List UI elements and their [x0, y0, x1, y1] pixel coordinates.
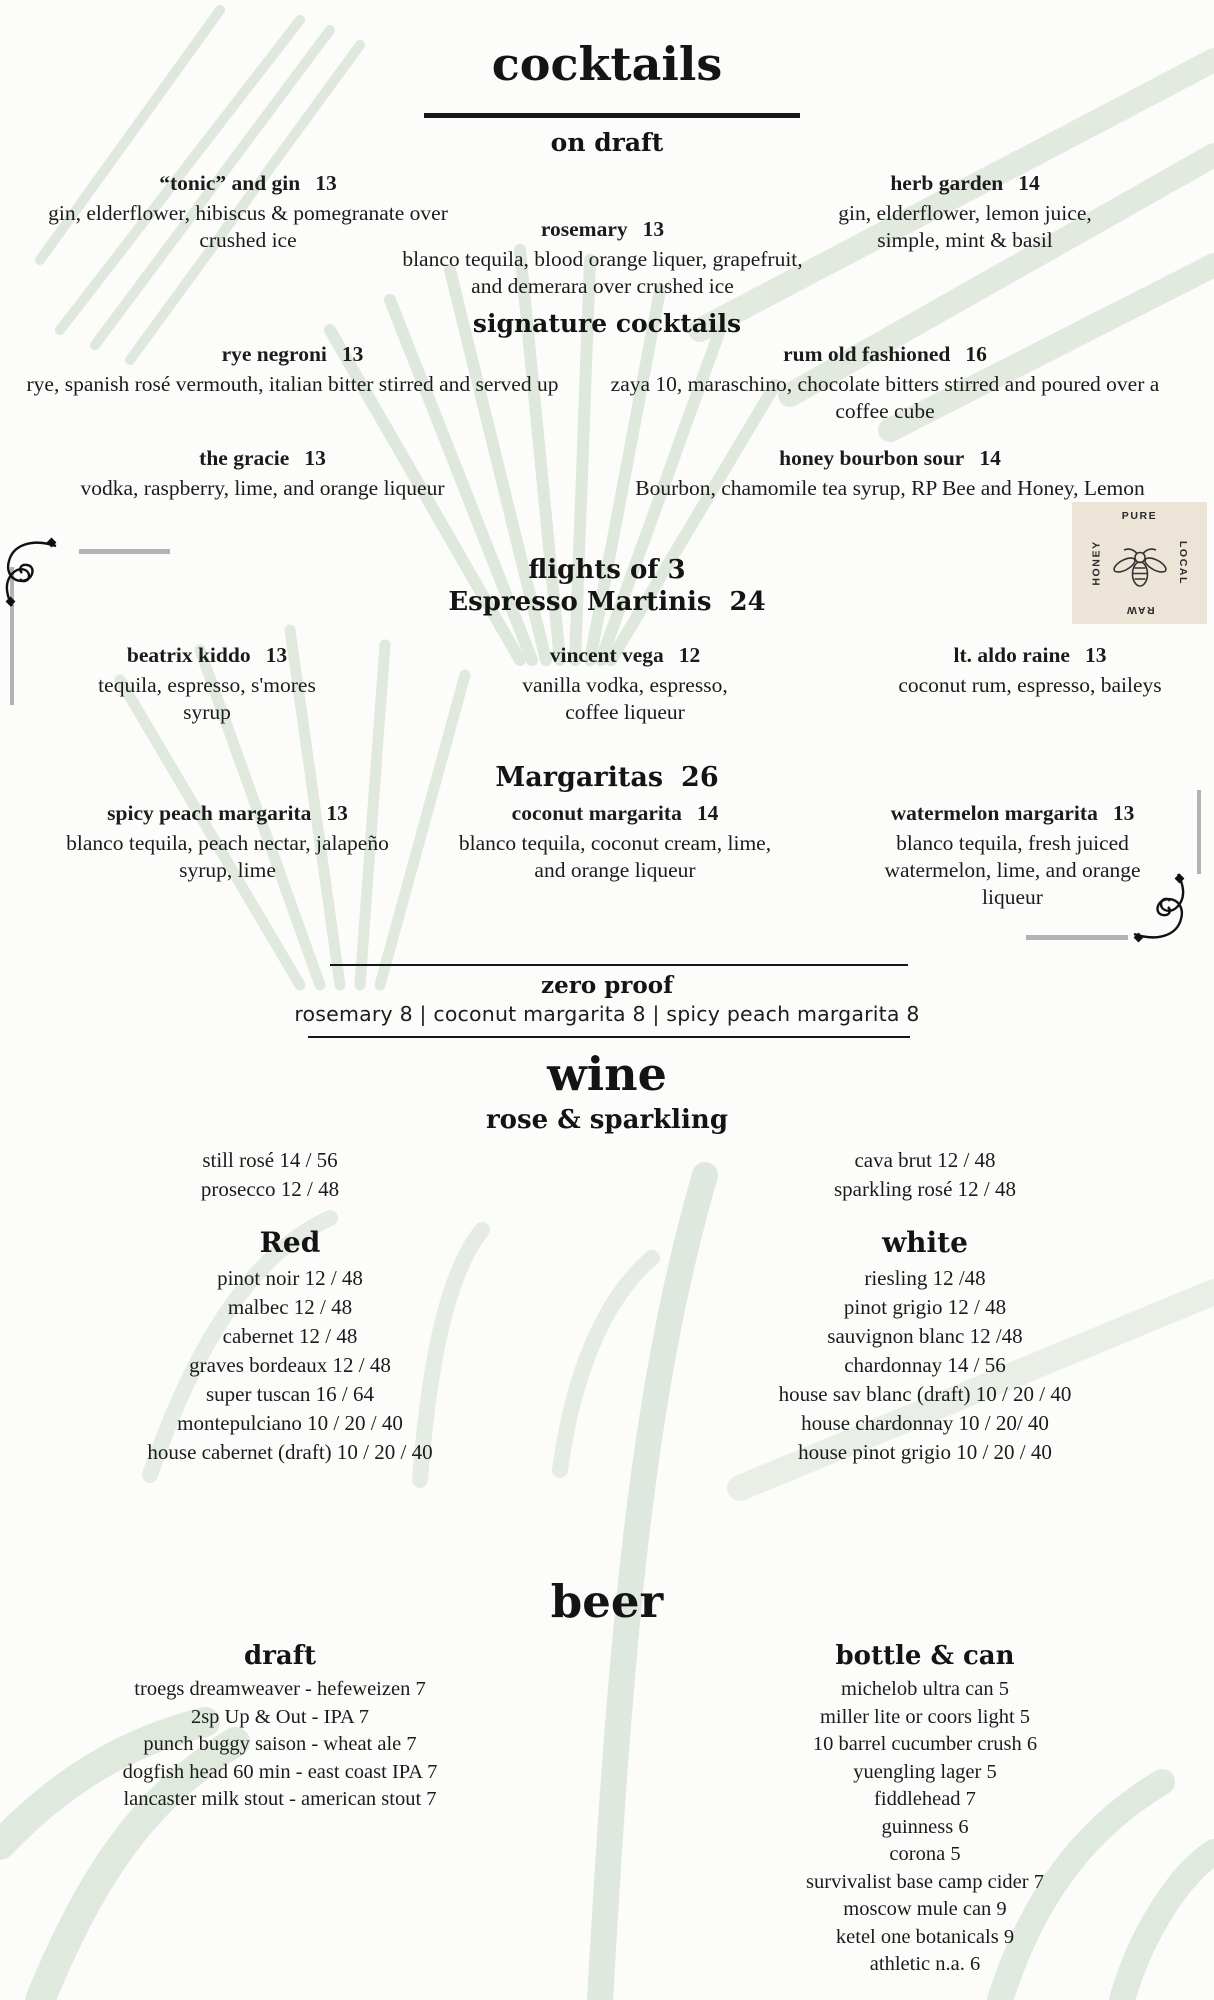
list-item: ketel one botanicals 9 [835, 1925, 1015, 1948]
draft-beer-heading: draft [244, 1641, 316, 1671]
stamp-word-left: HONEY [1090, 540, 1103, 586]
item-name: “tonic” and gin [159, 171, 301, 195]
item-description: coconut rum, espresso, baileys [898, 672, 1162, 697]
stamp-word-bottom: RAW [1124, 604, 1155, 616]
item-description: blanco tequila, coconut cream, lime, and orange liqueur [458, 830, 772, 883]
list-item: sauvignon blanc 12 /48 [827, 1324, 1023, 1348]
menu-item-rye-negroni [20, 341, 565, 398]
rose-sparkling-heading: rose & sparkling [485, 1105, 728, 1135]
item-name-line [60, 800, 395, 827]
menu-item-coconut-margarita [455, 800, 775, 884]
item-price: 13 [265, 643, 288, 667]
item-price: 14 [696, 801, 719, 825]
menu-item-the-gracie [30, 445, 495, 502]
item-name: lt. aldo raine [953, 643, 1070, 667]
item-price: 13 [304, 446, 326, 470]
white-wine-heading: white [882, 1226, 968, 1259]
menu-item-tonic-and-gin [48, 170, 448, 254]
menu-item-herb-garden [815, 170, 1115, 254]
item-name: the gracie [199, 446, 290, 470]
item-name-line [390, 216, 815, 243]
list-item: prosecco 12 / 48 [200, 1177, 340, 1201]
item-name: spicy peach margarita [107, 801, 312, 825]
item-name: beatrix kiddo [126, 643, 251, 667]
list-item: house sav blanc (draft) 10 / 20 / 40 [778, 1382, 1072, 1406]
menu-item-spicy-peach-margarita [60, 800, 395, 884]
item-name-line [815, 170, 1115, 197]
list-item: yuengling lager 5 [853, 1760, 997, 1783]
list-item: dogfish head 60 min - east coast IPA 7 [122, 1760, 438, 1783]
cocktails-title: cocktails [491, 37, 723, 91]
item-name: watermelon margarita [890, 801, 1098, 825]
item-price: 13 [315, 171, 337, 195]
item-description: blanco tequila, peach nectar, jalapeño syrup, lime [66, 830, 389, 883]
item-name-line [865, 642, 1195, 669]
item-price: 12 [678, 643, 701, 667]
margaritas-price: 26 [681, 762, 719, 793]
item-name: honey bourbon sour [779, 446, 965, 470]
zero-proof-rule-top [330, 964, 908, 966]
list-item: house pinot grigio 10 / 20 / 40 [798, 1440, 1052, 1464]
list-item: sparkling rosé 12 / 48 [834, 1177, 1016, 1201]
item-price: 13 [1112, 801, 1135, 825]
list-item: house cabernet (draft) 10 / 20 / 40 [147, 1440, 433, 1464]
ornament-bar-vertical-right [1197, 790, 1201, 874]
item-price: 13 [326, 801, 348, 825]
list-item: troegs dreamweaver - hefeweizen 7 [134, 1678, 426, 1700]
margaritas-heading-text: Margaritas [495, 762, 664, 793]
zero-proof-heading: zero proof [541, 972, 673, 999]
stamp-word-right: LOCAL [1176, 540, 1189, 586]
flights-heading-line1: flights of 3 [528, 555, 686, 585]
item-description: vodka, raspberry, lime, and orange liqueur [80, 475, 445, 500]
list-item: punch buggy saison - wheat ale 7 [143, 1733, 417, 1755]
flights-price: 24 [729, 587, 766, 617]
list-item: riesling 12 /48 [864, 1266, 986, 1290]
item-description: tequila, espresso, s'mores syrup [98, 672, 316, 725]
ornament-bar-horizontal-right [1026, 935, 1128, 940]
list-item: 2sp Up & Out - IPA 7 [190, 1705, 370, 1728]
rose-sparkling-right-list [705, 1146, 1145, 1204]
item-price: 13 [1084, 643, 1107, 667]
list-item: lancaster milk stout - american stout 7 [123, 1788, 437, 1810]
margaritas-heading [0, 762, 1214, 793]
wine-title: wine [547, 1047, 667, 1101]
list-item: survivalist base camp cider 7 [806, 1870, 1044, 1893]
item-price: 14 [1018, 171, 1040, 195]
item-name-line [30, 445, 495, 472]
zero-proof-items: rosemary 8 | coconut margarita 8 | spicy peach margarita 8 [294, 1002, 920, 1026]
red-wine-heading: Red [259, 1226, 321, 1259]
item-name-line [595, 341, 1175, 368]
title-underline [424, 113, 800, 118]
list-item: pinot grigio 12 / 48 [843, 1295, 1007, 1319]
list-item: athletic n.a. 6 [869, 1953, 981, 1975]
list-item: house chardonnay 10 / 20/ 40 [801, 1411, 1049, 1435]
item-description: vanilla vodka, espresso, coffee liqueur [522, 672, 728, 725]
item-name: coconut margarita [511, 801, 682, 825]
list-item: corona 5 [889, 1843, 961, 1865]
list-item: cava brut 12 / 48 [854, 1148, 996, 1172]
menu-item-rosemary [390, 216, 815, 300]
ornament-bar-horizontal-left [79, 549, 170, 554]
item-price: 14 [979, 446, 1001, 470]
list-item: moscow mule can 9 [843, 1898, 1007, 1920]
stamp-word-top: PURE [1121, 510, 1158, 522]
list-item: miller lite or coors light 5 [819, 1705, 1031, 1728]
item-price: 13 [341, 342, 364, 366]
menu-item-beatrix-kiddo [92, 642, 322, 726]
white-wine-list [695, 1264, 1155, 1467]
list-item: cabernet 12 / 48 [222, 1324, 358, 1348]
flights-heading-text: Espresso Martinis [448, 587, 712, 617]
bottle-can-heading: bottle & can [835, 1641, 1015, 1671]
item-name-line [48, 170, 448, 197]
corner-ornament-bottom-right [1132, 872, 1190, 949]
item-description: gin, elderflower, hibiscus & pomegranate over crushed ice [48, 200, 448, 253]
item-name-line [500, 642, 750, 669]
list-item: 10 barrel cucumber crush 6 [812, 1733, 1038, 1755]
list-item: pinot noir 12 / 48 [217, 1266, 363, 1290]
list-item: guinness 6 [881, 1815, 969, 1838]
menu-item-watermelon-margarita [870, 800, 1155, 912]
red-wine-list [60, 1264, 520, 1467]
zero-proof-rule-bottom [308, 1036, 910, 1038]
menu-item-lt-aldo-raine [865, 642, 1195, 699]
item-name: rosemary [540, 217, 628, 241]
list-item: still rosé 14 / 56 [202, 1148, 338, 1172]
item-description: zaya 10, maraschino, chocolate bitters stirred and poured over a coffee cube [610, 371, 1160, 424]
list-item: graves bordeaux 12 / 48 [189, 1353, 391, 1377]
item-description: Bourbon, chamomile tea syrup, RP Bee and Honey, Lemon [635, 475, 1145, 500]
menu-item-vincent-vega [500, 642, 750, 726]
list-item: montepulciano 10 / 20 / 40 [177, 1411, 403, 1435]
item-name-line [455, 800, 775, 827]
list-item: malbec 12 / 48 [227, 1295, 353, 1319]
list-item: super tuscan 16 / 64 [206, 1382, 374, 1406]
item-name-line [590, 445, 1190, 472]
rose-sparkling-left-list [50, 1146, 490, 1204]
bottle-can-list [695, 1676, 1155, 1979]
list-item: chardonnay 14 / 56 [844, 1353, 1006, 1377]
item-price: 16 [965, 342, 987, 366]
item-name: rye negroni [221, 342, 327, 366]
item-name-line [870, 800, 1155, 827]
item-name: herb garden [890, 171, 1004, 195]
list-item: fiddlehead 7 [874, 1788, 976, 1810]
menu-item-honey-bourbon-sour [590, 445, 1190, 502]
signature-cocktails-heading: signature cocktails [472, 309, 742, 338]
item-description: gin, elderflower, lemon juice, simple, mint & basil [838, 200, 1092, 253]
item-name: vincent vega [549, 643, 664, 667]
list-item: michelob ultra can 5 [841, 1678, 1009, 1700]
item-name-line [20, 341, 565, 368]
item-description: rye, spanish rosé vermouth, italian bitter stirred and served up [26, 371, 559, 396]
item-description: blanco tequila, fresh juiced watermelon, lime, and orange liqueur [884, 830, 1141, 910]
item-name: rum old fashioned [783, 342, 951, 366]
flights-heading-line2 [0, 588, 1214, 617]
item-description: blanco tequila, blood orange liquer, grapefruit, and demerara over crushed ice [402, 246, 803, 299]
item-name-line [92, 642, 322, 669]
flourish-icon [1132, 872, 1190, 944]
on-draft-heading: on draft [550, 128, 664, 157]
beer-title: beer [550, 1575, 664, 1628]
menu-item-rum-old-fashioned [595, 341, 1175, 425]
item-price: 13 [642, 217, 665, 241]
draft-beer-list [30, 1676, 530, 1814]
